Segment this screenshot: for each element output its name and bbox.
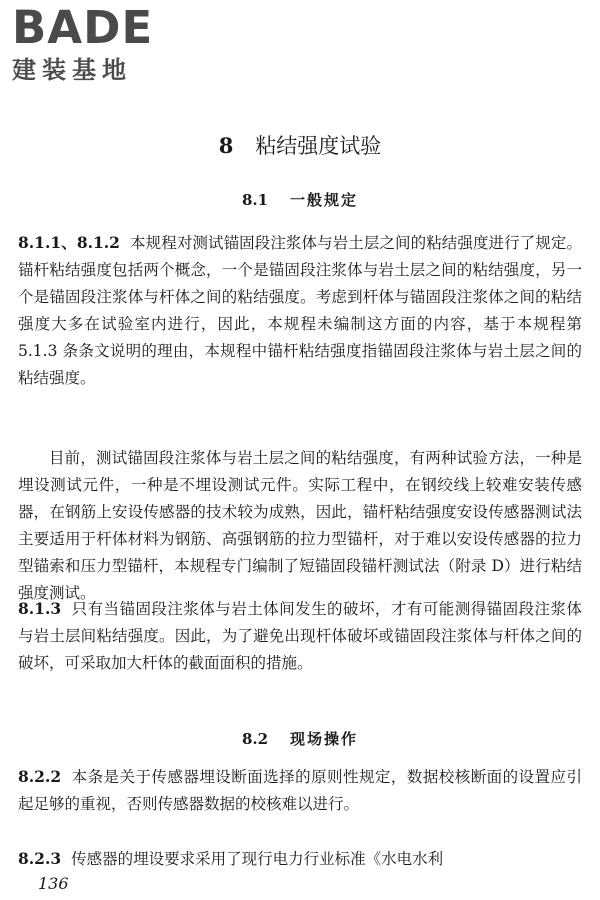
section-title: 一般规定 xyxy=(290,191,359,209)
section-heading-8-1 xyxy=(0,189,600,211)
paragraph-8-1-1 xyxy=(18,229,582,392)
paragraph-8-2-2 xyxy=(18,763,582,818)
bade-logo xyxy=(12,2,182,88)
section-number: 8.1 xyxy=(241,191,269,209)
paragraph-text: 只有当锚固段注浆体与岩土体间发生的破坏，才有可能测得锚固段注浆体与岩土层间粘结强度。因此，为了避免出现杆体破坏或锚固段注浆体与杆体之间的破坏，可采取加大杆体的截面面积的措施。 xyxy=(18,600,582,672)
clause-number: 8.2.2 xyxy=(18,767,62,786)
clause-number: 8.2.3 xyxy=(18,849,62,868)
section-heading-8-2 xyxy=(0,728,600,750)
paragraph-text: 传感器的埋设要求采用了现行电力行业标准《水电水利 xyxy=(71,850,444,868)
paragraph-text: 目前，测试锚固段注浆体与岩土层之间的粘结强度，有两种试验方法，一种是埋设测试元件，一种是不埋设测试元件。实际工程中，在钢绞线上较难安装传感器，在钢筋上安设传感器的技术较为成熟，因此，锚杆粘结强度安设传感器测试法主要适用于杆体材料为钢筋、高强钢筋的拉力型锚杆，对于难以安设传感器的拉力型锚索和压力型锚杆，本规程专门编制了短锚固段锚杆测试法（附录 D）进行粘结强度测试。 xyxy=(18,449,582,602)
paragraph-8-1-3 xyxy=(18,595,582,677)
clause-number: 8.1.1、8.1.2 xyxy=(18,233,120,252)
paragraph-methods xyxy=(18,445,582,607)
chapter-title xyxy=(0,131,600,161)
logo-brand: BADE xyxy=(12,1,154,54)
section-number: 8.2 xyxy=(241,730,269,748)
logo-subtitle: 建装基地 xyxy=(12,56,132,84)
section-title: 现场操作 xyxy=(290,730,359,748)
paragraph-text: 本条是关于传感器埋设断面选择的原则性规定，数据校核断面的设置应引起足够的重视，否则传感器数据的校核难以进行。 xyxy=(18,768,582,813)
page-number: 136 xyxy=(38,874,69,893)
paragraph-text: 本规程对测试锚固段注浆体与岩土层之间的粘结强度进行了规定。锚杆粘结强度包括两个概念，一个是锚固段注浆体与岩土层之间的粘结强度，另一个是锚固段注浆体与杆体之间的粘结强度。考虑到杆体与锚固段注浆体之间的粘结强度大多在试验室内进行，因此，本规程未编制这方面的内容，基于本规程第 5.1.3 条条文说明的理由，本规程中锚杆粘结强度指锚固段注浆体与岩土层之间的粘结强度。 xyxy=(18,234,582,387)
chapter-title-text: 粘结强度试验 xyxy=(255,134,382,158)
clause-number: 8.1.3 xyxy=(18,599,62,618)
paragraph-8-2-3 xyxy=(18,845,582,873)
chapter-number: 8 xyxy=(218,133,234,158)
